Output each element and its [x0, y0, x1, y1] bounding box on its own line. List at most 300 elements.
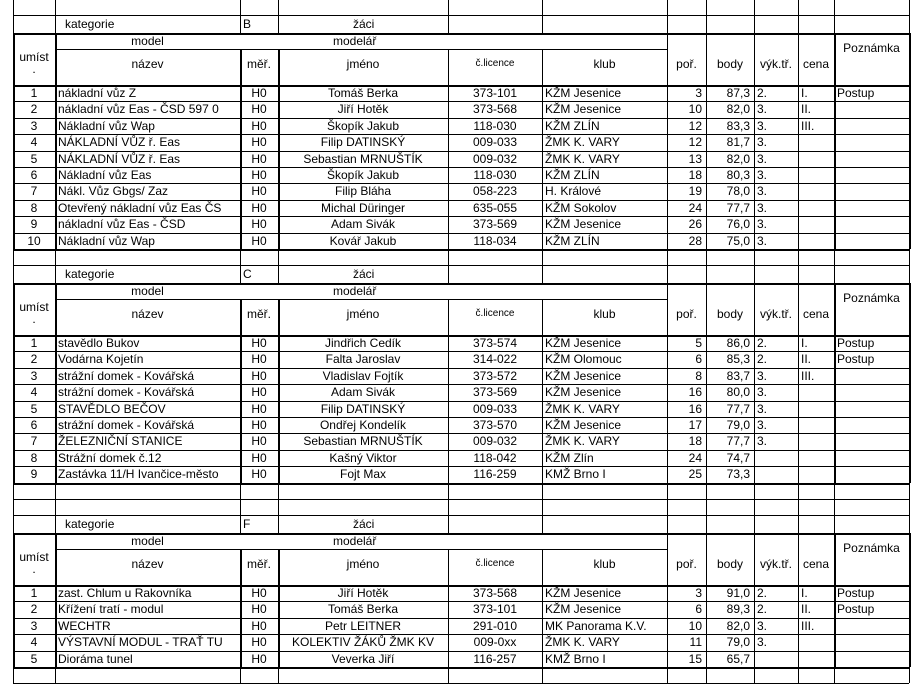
grid-line [542, 483, 543, 515]
club-cell: ŽMK K. VARY [545, 135, 620, 150]
grid-line [278, 265, 279, 283]
grid-line [909, 265, 910, 283]
grid-line [706, 515, 707, 533]
modeler-name-cell: Kovář Jakub [329, 233, 397, 248]
scale-cell: H0 [251, 651, 267, 666]
grid-line [13, 483, 14, 515]
club-cell: KŽM ZLÍN [545, 118, 600, 133]
header-umist-dot: . [32, 313, 36, 325]
grid-line [13, 265, 14, 283]
note-cell [834, 634, 909, 650]
header-umist: umíst [19, 300, 49, 314]
category-code: C [243, 267, 252, 281]
points-cell: 91,0 [726, 586, 750, 600]
scale-cell: H0 [251, 434, 267, 449]
class-cell: 3. [757, 135, 768, 150]
licence-cell: 373-574 [472, 336, 518, 350]
club-cell: ŽMK K. VARY [545, 151, 620, 166]
grid-line [542, 515, 543, 533]
licence-cell: 373-570 [472, 418, 518, 432]
order-cell: 18 [688, 434, 702, 449]
order-cell: 19 [688, 184, 702, 199]
class-cell: 3. [757, 200, 768, 215]
scale-cell: H0 [251, 86, 267, 100]
rank-cell: 4 [30, 635, 38, 650]
model-name-cell: WECHTR [58, 618, 111, 633]
header-vyktr: výk.tř. [760, 307, 792, 321]
club-cell: KMŽ Brno I [545, 467, 606, 482]
prize-cell [798, 151, 834, 167]
header-model: model [131, 534, 164, 548]
grid-line [909, 515, 910, 533]
grid-line [798, 515, 799, 533]
rank-cell: 1 [30, 336, 38, 350]
points-cell: 79,0 [726, 635, 750, 650]
model-name-cell: nákladní vůz Eas - ČSD [58, 217, 186, 232]
header-nazev: název [131, 557, 164, 571]
club-cell: KŽM Jesenice [545, 368, 622, 383]
grid-line [754, 265, 755, 283]
scale-cell: H0 [251, 118, 267, 133]
grid-line [834, 265, 835, 283]
rank-cell: 2 [30, 602, 38, 617]
modeler-name-cell: Veverka Jiří [331, 651, 395, 666]
grid-line [542, 667, 543, 683]
class-cell: 2. [757, 352, 768, 367]
grid-line [909, 335, 911, 483]
category-code: B [243, 17, 252, 31]
order-cell: 15 [688, 651, 702, 666]
licence-cell: 373-572 [472, 368, 518, 383]
points-cell: 82,0 [726, 151, 750, 166]
club-cell: KŽM ZLÍN [545, 233, 600, 248]
licence-cell: 373-568 [472, 586, 518, 600]
grid-line [13, 667, 909, 669]
prize-cell [798, 183, 834, 199]
header-cena: cena [802, 57, 830, 71]
order-cell: 6 [695, 602, 702, 617]
rank-cell: 8 [30, 200, 38, 215]
scale-cell: H0 [251, 168, 267, 182]
header-poznamka: Poznámka [843, 41, 900, 55]
points-cell: 82,0 [726, 618, 750, 633]
model-name-cell: ŽELEZNIČNÍ STANICE [58, 434, 183, 449]
model-name-cell: Dioráma tunel [58, 651, 133, 666]
header-licence: č.licence [475, 58, 515, 69]
order-cell: 24 [688, 450, 702, 465]
club-cell: KŽM Jesenice [545, 586, 622, 600]
club-cell: KMŽ Brno I [545, 651, 606, 666]
grid-line [448, 15, 449, 33]
order-cell: 3 [695, 86, 702, 100]
modeler-name-cell: Jindřich Cedík [324, 336, 402, 350]
grid-line [13, 683, 909, 684]
model-name-cell: NÁKLADNÍ VŮZ ř. Eas [58, 151, 181, 166]
class-cell [754, 450, 798, 466]
licence-cell: 118-030 [473, 168, 517, 182]
scale-cell: H0 [251, 602, 267, 617]
grid-line [13, 515, 14, 533]
note-cell: Postup [837, 86, 875, 100]
header-subdivider [55, 49, 667, 50]
order-cell: 6 [695, 352, 702, 367]
grid-line [798, 0, 799, 15]
class-cell: 2. [757, 602, 768, 617]
club-cell: KŽM Olomouc [545, 352, 622, 367]
licence-cell: 009-033 [472, 401, 518, 416]
header-por: poř. [676, 57, 697, 71]
rank-cell: 2 [30, 352, 38, 367]
licence-cell: 373-569 [472, 217, 518, 232]
class-cell: 2. [757, 586, 768, 600]
modeler-name-cell: Petr LEITNER [324, 618, 402, 633]
header-umist-dot: . [32, 63, 36, 75]
grid-line [834, 0, 835, 15]
model-name-cell: Strážní domek č.12 [58, 450, 162, 465]
grid-line [834, 667, 835, 683]
note-cell: Postup [837, 336, 875, 350]
rank-cell: 7 [30, 434, 38, 449]
points-cell: 75,0 [726, 233, 750, 248]
grid-line [706, 15, 707, 33]
class-cell: 3. [757, 418, 768, 432]
scale-cell: H0 [251, 450, 267, 465]
points-cell: 65,7 [726, 651, 750, 666]
note-cell [834, 151, 909, 167]
class-cell [754, 651, 798, 667]
grid-line [754, 515, 755, 533]
grid-line [667, 483, 668, 515]
points-cell: 77,7 [726, 434, 750, 449]
prize-cell: I. [801, 586, 808, 600]
modeler-name-cell: KOLEKTIV ŽÁKŮ ŽMK KV [291, 635, 435, 650]
scale-cell: H0 [251, 200, 267, 215]
note-cell [834, 401, 909, 417]
grid-line [448, 249, 449, 265]
rank-cell: 3 [30, 618, 38, 633]
licence-cell: 373-101 [472, 602, 518, 617]
grid-line [448, 515, 449, 533]
modeler-name-cell: Škopík Jakub [326, 168, 400, 182]
header-licence: č.licence [475, 308, 515, 319]
rank-cell: 9 [30, 217, 38, 232]
class-cell: 3. [757, 102, 768, 117]
order-cell: 26 [688, 217, 702, 232]
header-poznamka: Poznámka [843, 541, 900, 555]
grid-line [240, 249, 241, 265]
modeler-name-cell: Vladislav Fojtík [322, 368, 404, 383]
header-umist-dot: . [32, 563, 36, 575]
modeler-name-cell: Škopík Jakub [326, 118, 400, 133]
order-cell: 3 [695, 586, 702, 600]
rank-cell: 5 [30, 151, 38, 166]
grid-line [909, 249, 910, 265]
prize-cell: III. [801, 618, 815, 633]
points-cell: 77,7 [726, 401, 750, 416]
model-name-cell: nákladní vůz Eas - ČSD 597 0 [58, 102, 219, 117]
note-cell [834, 466, 909, 482]
grid-line [706, 249, 707, 265]
age-group: žáci [353, 517, 375, 531]
order-cell: 18 [688, 168, 702, 182]
rank-cell: 6 [30, 168, 38, 182]
points-cell: 86,0 [726, 336, 750, 350]
prize-cell: III. [801, 118, 815, 133]
model-name-cell: nákladní vůz Z [58, 86, 137, 100]
order-cell: 28 [688, 233, 702, 248]
licence-cell: 009-032 [472, 151, 518, 166]
grid-line [754, 0, 755, 15]
modeler-name-cell: Jiří Hotěk [337, 102, 389, 117]
note-cell [834, 433, 909, 449]
header-modelar: modelář [333, 34, 377, 48]
licence-cell: 373-101 [472, 86, 518, 100]
header-cena: cena [802, 307, 830, 321]
scale-cell: H0 [251, 233, 267, 248]
note-cell [834, 200, 909, 216]
scale-cell: H0 [251, 135, 267, 150]
rank-cell: 7 [30, 184, 38, 199]
rank-cell: 9 [30, 467, 38, 482]
prize-cell: I. [801, 336, 808, 350]
scale-cell: H0 [251, 418, 267, 432]
rank-cell: 1 [30, 586, 38, 600]
grid-line [754, 667, 755, 683]
order-cell: 17 [688, 418, 702, 432]
rank-cell: 6 [30, 418, 38, 432]
header-cena: cena [802, 557, 830, 571]
licence-cell: 291-010 [472, 618, 518, 633]
club-cell: KŽM Sokolov [545, 200, 617, 215]
grid-line [13, 667, 14, 683]
grid-line [667, 0, 668, 15]
age-group: žáci [353, 267, 375, 281]
scale-cell: H0 [251, 385, 267, 400]
class-cell: 3. [757, 434, 768, 449]
grid-line [834, 515, 835, 533]
club-cell: H. Králové [545, 184, 602, 199]
note-cell [834, 134, 909, 150]
header-modelar: modelář [333, 284, 377, 298]
licence-cell: 373-568 [472, 102, 518, 117]
category-code: F [243, 517, 251, 531]
header-model: model [131, 284, 164, 298]
model-name-cell: NÁKLADNÍ VŮZ ř. Eas [58, 135, 181, 150]
class-cell: 3. [757, 184, 768, 199]
rank-cell: 1 [30, 86, 38, 100]
licence-cell: 373-569 [472, 385, 518, 400]
grid-line [754, 15, 755, 33]
grid-line [278, 483, 279, 515]
category-label: kategorie [65, 17, 115, 31]
header-vyktr: výk.tř. [760, 557, 792, 571]
scale-cell: H0 [251, 217, 267, 232]
grid-line [909, 533, 911, 585]
grid-line [13, 483, 909, 485]
club-cell: KŽM Jesenice [545, 385, 622, 400]
grid-line [55, 483, 56, 515]
modeler-name-cell: Tomáš Berka [327, 86, 399, 100]
prize-cell [798, 401, 834, 417]
model-name-cell: Vodárna Kojetín [58, 352, 144, 367]
rank-cell: 8 [30, 450, 38, 465]
modeler-name-cell: Filip DATINSKÝ [320, 135, 406, 150]
scale-cell: H0 [251, 467, 267, 482]
order-cell: 16 [688, 401, 702, 416]
header-poznamka: Poznámka [843, 291, 900, 305]
grid-line [909, 85, 911, 249]
modeler-name-cell: Filip Bláha [334, 184, 392, 199]
class-cell: 2. [757, 86, 768, 100]
prize-cell [798, 450, 834, 466]
licence-cell: 058-223 [472, 184, 518, 199]
modeler-name-cell: Tomáš Berka [327, 602, 399, 617]
modeler-name-cell: Filip DATINSKÝ [320, 401, 406, 416]
prize-cell: II. [801, 102, 812, 117]
model-name-cell: stavědlo Bukov [58, 336, 140, 350]
grid-line [909, 283, 911, 335]
licence-cell: 118-042 [473, 450, 517, 465]
grid-line [55, 15, 56, 33]
header-mer: měř. [247, 557, 271, 571]
scale-cell: H0 [251, 618, 267, 633]
grid-line [909, 585, 911, 667]
grid-line [667, 667, 668, 683]
scale-cell: H0 [251, 635, 267, 650]
grid-line [754, 249, 755, 265]
modeler-name-cell: Kašný Viktor [329, 450, 397, 465]
order-cell: 12 [688, 118, 702, 133]
rank-cell: 4 [30, 385, 38, 400]
header-por: poř. [676, 307, 697, 321]
points-cell: 85,3 [726, 352, 750, 367]
grid-line [706, 0, 707, 15]
grid-line [909, 483, 910, 515]
grid-line [448, 483, 449, 515]
grid-line [542, 0, 543, 15]
header-vyktr: výk.tř. [760, 57, 792, 71]
grid-line [834, 483, 835, 515]
grid-line [834, 249, 835, 265]
header-mer: měř. [247, 57, 271, 71]
grid-line [240, 0, 241, 15]
model-name-cell: Otevřený nákladní vůz Eas ČS [58, 200, 222, 215]
class-cell: 3. [757, 168, 768, 182]
age-group: žáci [353, 17, 375, 31]
note-cell [834, 618, 909, 634]
header-subdivider [55, 549, 667, 550]
points-cell: 83,3 [726, 118, 750, 133]
grid-line [55, 249, 56, 265]
modeler-name-cell: Ondřej Kondelík [319, 418, 407, 432]
grid-line [798, 265, 799, 283]
rank-cell: 3 [30, 368, 38, 383]
scale-cell: H0 [251, 184, 267, 199]
model-name-cell: Nákl. Vůz Gbgs/ Zaz [58, 184, 169, 199]
grid-line [240, 483, 241, 515]
note-cell [834, 101, 909, 117]
header-body: body [716, 557, 744, 571]
grid-line [55, 0, 56, 15]
points-cell: 78,0 [726, 184, 750, 199]
points-cell: 76,0 [726, 217, 750, 232]
points-cell: 87,3 [726, 86, 750, 100]
note-cell [834, 167, 909, 183]
header-body: body [716, 57, 744, 71]
grid-line [13, 249, 14, 265]
note-cell: Postup [837, 602, 875, 617]
class-cell: 3. [757, 401, 768, 416]
scale-cell: H0 [251, 352, 267, 367]
header-subdivider [55, 299, 667, 300]
prize-cell: II. [801, 602, 812, 617]
header-jmeno: jméno [346, 557, 380, 571]
club-cell: MK Panorama K.V. [545, 618, 647, 633]
class-cell: 3. [757, 635, 768, 650]
order-cell: 13 [688, 151, 702, 166]
class-cell: 2. [757, 336, 768, 350]
grid-line [667, 515, 668, 533]
grid-line [798, 15, 799, 33]
club-cell: KŽM ZLÍN [545, 168, 600, 182]
class-cell [754, 466, 798, 482]
header-jmeno: jméno [346, 307, 380, 321]
grid-line [667, 249, 668, 265]
header-modelar: modelář [333, 534, 377, 548]
order-cell: 16 [688, 385, 702, 400]
points-cell: 80,3 [726, 168, 750, 182]
note-cell [834, 417, 909, 433]
grid-line [13, 249, 909, 251]
grid-line [448, 0, 449, 15]
prize-cell [798, 134, 834, 150]
grid-line [798, 667, 799, 683]
grid-line [448, 265, 449, 283]
grid-line [706, 667, 707, 683]
points-cell: 81,7 [726, 135, 750, 150]
class-cell: 3. [757, 233, 768, 248]
header-klub: klub [593, 57, 616, 71]
prize-cell [798, 634, 834, 650]
header-nazev: název [131, 57, 164, 71]
modeler-name-cell: Sebastian MRNUŠTÍK [303, 151, 423, 166]
grid-line [13, 0, 14, 15]
licence-cell: 635-055 [472, 200, 518, 215]
prize-cell: II. [801, 352, 812, 367]
class-cell: 3. [757, 217, 768, 232]
grid-line [55, 515, 56, 533]
grid-line [909, 0, 910, 15]
scale-cell: H0 [251, 368, 267, 383]
prize-cell [798, 167, 834, 183]
class-cell: 3. [757, 118, 768, 133]
note-cell [834, 118, 909, 134]
club-cell: KŽM Zlín [545, 450, 594, 465]
prize-cell [798, 651, 834, 667]
header-umist: umíst [19, 50, 49, 64]
grid-line [240, 667, 241, 683]
licence-cell: 314-022 [472, 352, 518, 367]
grid-line [448, 667, 449, 683]
header-mer: měř. [247, 307, 271, 321]
order-cell: 10 [688, 618, 702, 633]
model-name-cell: strážní domek - Kovářská [58, 368, 195, 383]
order-cell: 8 [695, 368, 702, 383]
header-licence: č.licence [475, 558, 515, 569]
grid-line [706, 483, 707, 515]
header-body: body [716, 307, 744, 321]
modeler-name-cell: Jiří Hotěk [337, 586, 389, 600]
